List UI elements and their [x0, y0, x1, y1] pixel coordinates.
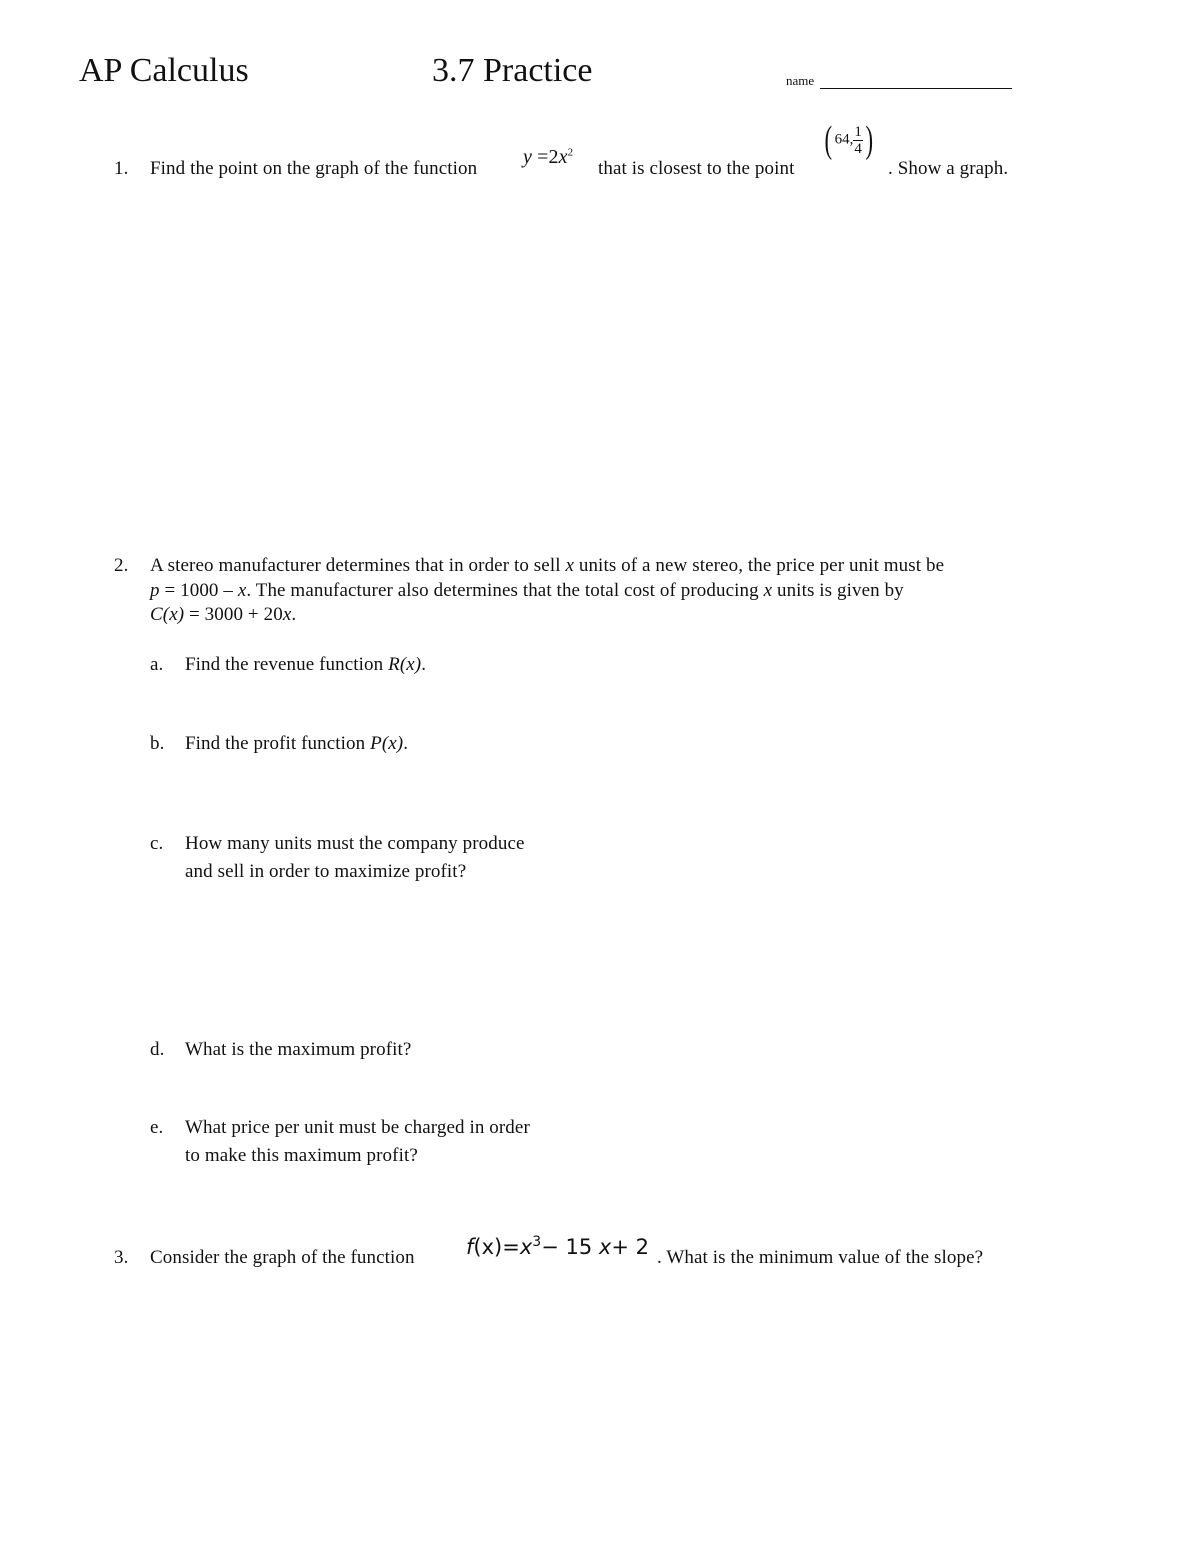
- q1-point-numerator: 1: [854, 123, 862, 140]
- q3-function: [466, 1234, 649, 1259]
- q1-point-denominator: 4: [854, 140, 862, 157]
- q1-left-paren: (: [824, 119, 833, 161]
- q2-line2-x2: x: [763, 580, 773, 601]
- q2e-label: e.: [150, 1117, 164, 1138]
- q2-line2-x: x: [237, 580, 247, 601]
- q2a-func: R(x): [388, 654, 422, 675]
- q2d-text: What is the maximum profit?: [185, 1039, 412, 1060]
- q1-number: 1.: [114, 158, 129, 179]
- q2-line3: [150, 604, 296, 626]
- q2b-label: b.: [150, 733, 165, 754]
- q3-x2: x: [598, 1235, 612, 1259]
- q3-text-start: Consider the graph of the function: [150, 1247, 415, 1268]
- q1-right-paren: ): [865, 119, 874, 161]
- q1-func-eq: =2: [531, 146, 559, 168]
- q2a-text: [185, 654, 426, 676]
- q3-exp: 3: [532, 1234, 542, 1250]
- q2-line2-b: . The manufacturer also determines that the total cost of producing: [246, 580, 759, 601]
- q2-line1-b: units of a new stereo, the price per unit must be: [578, 555, 945, 576]
- q2b-text-body: Find the profit function: [185, 733, 366, 754]
- q2-line2-p: p: [150, 580, 160, 601]
- q3-eq: =: [502, 1235, 520, 1259]
- q2-line2-eq: = 1000 –: [159, 580, 233, 601]
- course-title: AP Calculus: [79, 52, 249, 89]
- q1-point-fraction: [853, 124, 863, 157]
- q3-f: f: [466, 1235, 474, 1259]
- q3-text-end: . What is the minimum value of the slope?: [657, 1247, 984, 1268]
- q2-line3-x: x: [282, 604, 292, 625]
- q1-func-x: x: [558, 146, 568, 168]
- q2b-text: [185, 733, 408, 755]
- q2c-line2: and sell in order to maximize profit?: [185, 861, 467, 882]
- q2-line2-c: units is given by: [776, 580, 904, 601]
- q2e-line1: What price per unit must be charged in order: [185, 1117, 530, 1138]
- section-title: 3.7 Practice: [432, 52, 593, 89]
- q2c-line1: How many units must the company produce: [185, 833, 525, 854]
- q3-rest: − 15: [541, 1235, 593, 1259]
- q2-line3-b: = 3000 + 20: [184, 604, 283, 625]
- q2c-label: c.: [150, 833, 164, 854]
- q1-text-start: Find the point on the graph of the function: [150, 158, 478, 179]
- q1-func-exp: 2: [567, 146, 574, 159]
- q2a-end: .: [421, 654, 427, 675]
- q2-line1-x: x: [565, 555, 574, 576]
- q2-line1: [150, 555, 944, 577]
- q1-text-mid: that is closest to the point: [598, 158, 795, 179]
- q3-number: 3.: [114, 1247, 129, 1268]
- q3-tail: + 2: [611, 1235, 649, 1259]
- q3-arg: (x): [473, 1235, 503, 1259]
- q2e-line2: to make this maximum profit?: [185, 1145, 418, 1166]
- q1-point-x: 64,: [834, 131, 854, 148]
- q1-func-y: y: [523, 146, 532, 168]
- q2-number: 2.: [114, 555, 129, 576]
- q2a-text-body: Find the revenue function: [185, 654, 384, 675]
- name-blank-line[interactable]: [820, 88, 1012, 89]
- q1-text-end: . Show a graph.: [888, 158, 1009, 179]
- q2-line3-cost: C(x): [150, 604, 185, 625]
- q2b-end: .: [403, 733, 409, 754]
- q1-function: [523, 146, 573, 169]
- q2b-func: P(x): [370, 733, 404, 754]
- q2-line3-end: .: [291, 604, 297, 625]
- q2a-label: a.: [150, 654, 164, 675]
- name-label: name: [786, 73, 815, 88]
- q2-line2: [150, 580, 904, 602]
- q3-x1: x: [519, 1235, 533, 1259]
- q1-point: [822, 121, 876, 159]
- q2-line1-a: A stereo manufacturer determines that in order to sell: [150, 555, 561, 576]
- q2d-label: d.: [150, 1039, 165, 1060]
